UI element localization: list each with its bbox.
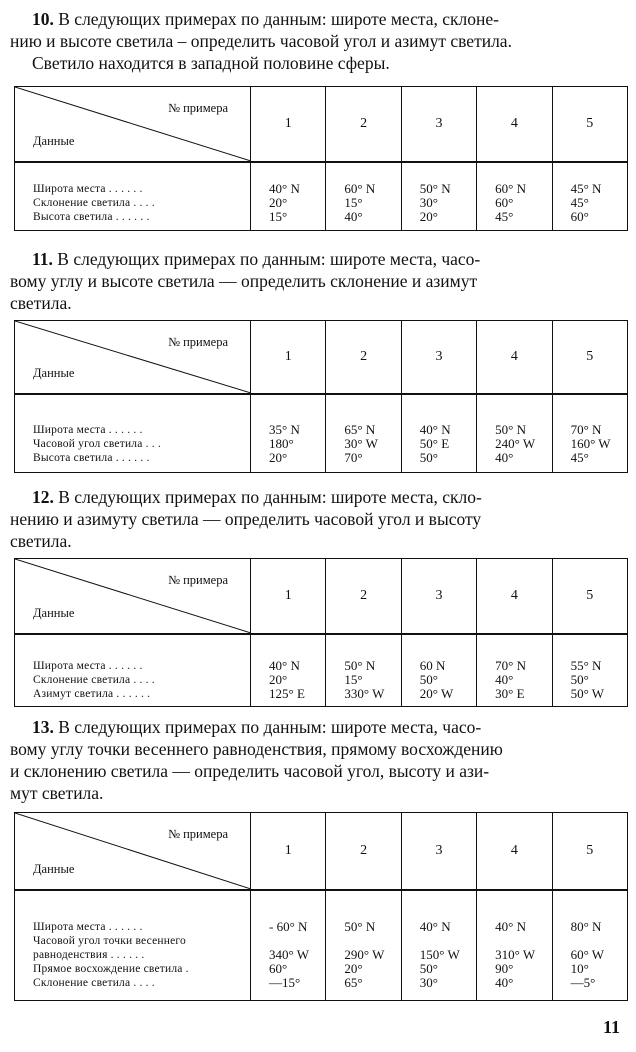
values-column: [251, 394, 326, 472]
value-cell: 40°: [495, 672, 514, 688]
value-cell: 55° N: [570, 658, 602, 674]
value-cell: 20°: [269, 672, 288, 688]
value-cell: 30° E: [495, 686, 525, 702]
column-number: 5: [552, 559, 627, 635]
diagonal-line: [15, 813, 251, 889]
row-label: равноденствия . . . . . .: [33, 949, 145, 962]
header-data-label: Данные: [33, 134, 75, 148]
value-cell: 10°: [570, 961, 589, 977]
value-cell: 20°: [269, 450, 288, 466]
value-cell: 45°: [495, 209, 514, 225]
value-cell: 70°: [344, 450, 363, 466]
problem-10-text: [10, 8, 626, 74]
row-labels: [15, 394, 251, 472]
column-number: 1: [251, 813, 326, 891]
value-cell: 50°: [419, 672, 438, 688]
value-cell: 15°: [344, 672, 363, 688]
values-column: [552, 162, 627, 230]
column-number: 4: [477, 87, 552, 163]
problem-12-table: [14, 558, 628, 707]
values-column: [477, 634, 552, 706]
value-cell: [269, 934, 325, 948]
header-diagonal-cell: [15, 559, 251, 635]
value-cell: 60° W: [570, 947, 605, 963]
header-diagonal-cell: [15, 321, 251, 395]
values-column: [326, 162, 401, 230]
row-label: Высота светила . . . . . .: [33, 211, 150, 224]
value-cell: 50°: [419, 961, 438, 977]
column-number: 4: [477, 813, 552, 891]
value-cell: 50° N: [344, 658, 376, 674]
problem-13-line-1: 13. В следующих примерах по данным: широте места, часо-: [32, 717, 482, 737]
value-cell: [344, 934, 400, 948]
values-column: [251, 890, 326, 1000]
value-cell: 20°: [344, 961, 363, 977]
value-cell: [571, 934, 627, 948]
value-cell: 20° W: [419, 686, 454, 702]
values-column: [401, 634, 476, 706]
problem-13-number: 13.: [32, 717, 54, 737]
value-cell: [420, 934, 476, 948]
problem-11-line-3: светила.: [10, 293, 72, 313]
values-column: [552, 890, 627, 1000]
problem-11-table: [14, 320, 628, 473]
value-cell: 15°: [269, 209, 288, 225]
value-cell: 50°: [570, 672, 589, 688]
problem-12-line-3: светила.: [10, 531, 72, 551]
diagonal-line: [15, 559, 251, 633]
values-column: [326, 394, 401, 472]
value-cell: 50°: [419, 450, 438, 466]
value-cell: 40° N: [269, 658, 300, 674]
header-data-label: Данные: [33, 606, 75, 620]
problem-12-line-2: нению и азимуту светила — определить часовой угол и высоту: [10, 509, 482, 529]
problem-11-line-1: 11. В следующих примерах по данным: широте места, часо-: [32, 249, 481, 269]
value-cell: - 60° N: [269, 919, 308, 935]
value-cell: 50° N: [344, 919, 376, 935]
row-label: Часовой угол точки весеннего: [33, 935, 186, 948]
values-column: [477, 890, 552, 1000]
values-column: [326, 634, 401, 706]
value-cell: 90°: [495, 961, 514, 977]
header-data-label: Данные: [33, 366, 75, 380]
value-cell: 40° N: [419, 422, 451, 438]
problem-13-table: [14, 812, 628, 1001]
column-number: 3: [401, 321, 476, 395]
column-number: 5: [552, 87, 627, 163]
values-column: [552, 394, 627, 472]
value-cell: 60° N: [344, 181, 376, 197]
value-cell: 80° N: [570, 919, 602, 935]
value-cell: 20°: [419, 209, 438, 225]
problem-13-text: [10, 716, 626, 804]
value-cell: 65°: [344, 975, 363, 991]
value-cell: 35° N: [269, 422, 300, 438]
problem-10-line-2: нию и высоте светила – определить часовой угол и азимут светила.: [10, 31, 512, 51]
row-label: Широта места . . . . . .: [33, 183, 143, 196]
value-cell: 290° W: [344, 947, 385, 963]
value-cell: 50° N: [495, 422, 527, 438]
value-cell: 50° W: [570, 686, 605, 702]
row-label: Часовой угол светила . . .: [33, 438, 161, 451]
header-number-label: № примера: [168, 101, 228, 115]
value-cell: —5°: [570, 975, 596, 991]
column-number: 5: [552, 813, 627, 891]
value-cell: —15°: [269, 975, 301, 991]
values-column: [251, 634, 326, 706]
page-number: 11: [602, 1017, 620, 1037]
column-number: 1: [251, 321, 326, 395]
value-cell: 125° E: [269, 686, 305, 702]
column-number: 3: [401, 813, 476, 891]
value-cell: 30° W: [344, 436, 378, 452]
row-label: Склонение светила . . . .: [33, 674, 155, 687]
value-cell: 60 N: [419, 658, 446, 674]
column-number: 2: [326, 813, 401, 891]
value-cell: 65° N: [344, 422, 376, 438]
value-cell: [495, 934, 551, 948]
column-number: 2: [326, 321, 401, 395]
column-number: 2: [326, 559, 401, 635]
header-number-label: № примера: [168, 573, 228, 587]
problem-11-text: [10, 248, 626, 314]
value-cell: 70° N: [495, 658, 527, 674]
column-number: 3: [401, 87, 476, 163]
values-column: [251, 162, 326, 230]
value-cell: 70° N: [570, 422, 602, 438]
values-column: [477, 394, 552, 472]
value-cell: 60°: [570, 209, 589, 225]
values-column: [552, 634, 627, 706]
problem-11-line-2: вому углу и высоте светила — определить склонение и азимут: [10, 271, 478, 291]
problem-12-line-1: 12. В следующих примерах по данным: широте места, скло-: [32, 487, 482, 507]
problem-10-table: [14, 86, 628, 231]
value-cell: 240° W: [495, 436, 536, 452]
value-cell: 160° W: [570, 436, 611, 452]
row-label: Прямое восхождение светила .: [33, 963, 189, 976]
column-number: 1: [251, 87, 326, 163]
value-cell: 40° N: [269, 181, 300, 197]
header-diagonal-cell: [15, 813, 251, 891]
value-cell: 60° N: [495, 181, 527, 197]
value-cell: 340° W: [269, 947, 309, 963]
row-labels: [15, 890, 251, 1000]
row-label: Склонение светила . . . .: [33, 197, 155, 210]
values-column: [401, 890, 476, 1000]
problem-13-line-3: и склонению светила — определить часовой угол, высоту и ази-: [10, 761, 490, 781]
values-column: [401, 162, 476, 230]
column-number: 3: [401, 559, 476, 635]
problem-10-line-1: 10. В следующих примерах по данным: широте места, склоне-: [32, 9, 499, 29]
row-labels: [15, 162, 251, 230]
row-label: Широта места . . . . . .: [33, 660, 143, 673]
problem-13-line-4: мут светила.: [10, 783, 104, 803]
value-cell: 50° E: [419, 436, 450, 452]
values-column: [326, 890, 401, 1000]
problem-13-line-2: вому углу точки весеннего равноденствия, прямому восхождению: [10, 739, 503, 759]
value-cell: 60°: [495, 195, 514, 211]
column-number: 5: [552, 321, 627, 395]
row-label: Склонение светила . . . .: [33, 977, 155, 990]
value-cell: 310° W: [495, 947, 536, 963]
header-number-label: № примера: [168, 335, 228, 349]
value-cell: 40°: [344, 209, 363, 225]
row-label: Широта места . . . . . .: [33, 424, 143, 437]
column-number: 1: [251, 559, 326, 635]
problem-10-line-3: Светило находится в западной половине сферы.: [32, 53, 390, 73]
value-cell: 40°: [495, 450, 514, 466]
problem-11-number: 11.: [32, 249, 53, 269]
value-cell: 50° N: [419, 181, 451, 197]
row-label: Высота светила . . . . . .: [33, 452, 150, 465]
value-cell: 15°: [344, 195, 363, 211]
value-cell: 20°: [269, 195, 288, 211]
value-cell: 40°: [495, 975, 514, 991]
value-cell: 30°: [419, 195, 438, 211]
header-number-label: № примера: [168, 827, 228, 841]
row-labels: [15, 634, 251, 706]
value-cell: 45°: [570, 450, 589, 466]
problem-12-number: 12.: [32, 487, 54, 507]
value-cell: 40° N: [419, 919, 451, 935]
value-cell: 45°: [570, 195, 589, 211]
value-cell: 60°: [269, 961, 288, 977]
column-number: 4: [477, 321, 552, 395]
value-cell: 180°: [269, 436, 294, 452]
problem-10-number: 10.: [32, 9, 54, 29]
value-cell: 45° N: [570, 181, 602, 197]
diagonal-line: [15, 87, 251, 161]
problem-12-text: [10, 486, 626, 552]
column-number: 4: [477, 559, 552, 635]
value-cell: 330° W: [344, 686, 385, 702]
values-column: [477, 162, 552, 230]
diagonal-line: [15, 321, 251, 393]
value-cell: 30°: [419, 975, 438, 991]
header-diagonal-cell: [15, 87, 251, 163]
row-label: Азимут светила . . . . . .: [33, 688, 151, 701]
value-cell: 40° N: [495, 919, 527, 935]
values-column: [401, 394, 476, 472]
column-number: 2: [326, 87, 401, 163]
row-label: Широта места . . . . . .: [33, 921, 143, 934]
value-cell: 150° W: [419, 947, 460, 963]
header-data-label: Данные: [33, 862, 75, 876]
